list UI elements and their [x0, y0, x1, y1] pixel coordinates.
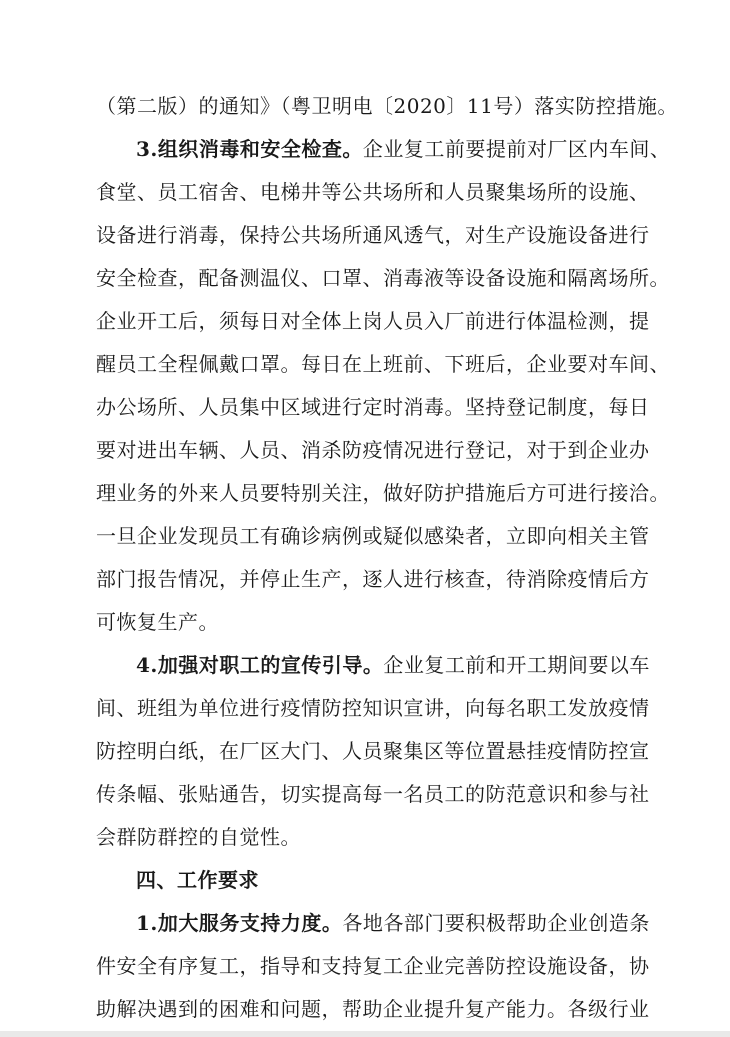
text-line: 安全检查，配备测温仪、口罩、消毒液等设备设施和隔离场所。: [96, 266, 670, 290]
page-bottom-edge: [0, 1031, 730, 1037]
text-line: 要对进出车辆、人员、消杀防疫情况进行登记，对于到企业办: [96, 438, 650, 462]
text-line: 醒员工全程佩戴口罩。每日在上班前、下班后，企业要对车间、: [96, 352, 670, 376]
text-line: 企业复工前要提前对厂区内车间、: [362, 137, 671, 161]
paragraph-1: [136, 908, 650, 938]
text-line: 一旦企业发现员工有确诊病例或疑似感染者，立即向相关主管: [96, 524, 650, 548]
section-heading-work-requirements: 四、工作要求: [136, 868, 259, 892]
text-line: 企业复工前和开工期间要以车: [383, 653, 650, 677]
text-line: （第二版）的通知》（粤卫明电〔2020〕11号）落实防控措施。: [96, 94, 678, 118]
text-line: 防控明白纸，在厂区大门、人员聚集区等位置悬挂疫情防控宣: [96, 739, 650, 763]
section-3-title: 3.组织消毒和安全检查。: [136, 137, 363, 161]
section-1-title: 1.加大服务支持力度。: [136, 911, 343, 935]
text-line: 会群防群控的自觉性。: [96, 825, 301, 849]
text-line: 间、班组为单位进行疫情防控知识宣讲，向每名职工发放疫情: [96, 696, 650, 720]
section-4-title: 4.加强对职工的宣传引导。: [136, 653, 384, 677]
text-line: 办公场所、人员集中区域进行定时消毒。坚持登记制度，每日: [96, 395, 650, 419]
text-line: 理业务的外来人员要特别关注，做好防护措施后方可进行接洽。: [96, 481, 670, 505]
text-line: 设备进行消毒，保持公共场所通风透气，对生产设施设备进行: [96, 223, 650, 247]
text-line: 各地各部门要积极帮助企业创造条: [342, 911, 650, 935]
text-line: 部门报告情况，并停止生产，逐人进行核查，待消除疫情后方: [96, 567, 650, 591]
text-line: 助解决遇到的困难和问题，帮助企业提升复产能力。各级行业: [96, 997, 650, 1021]
text-line: 食堂、员工宿舍、电梯井等公共场所和人员聚集场所的设施、: [96, 180, 650, 204]
text-line: 传条幅、张贴通告，切实提高每一名员工的防范意识和参与社: [96, 782, 650, 806]
text-line: 件安全有序复工，指导和支持复工企业完善防控设施设备，协: [96, 954, 650, 978]
paragraph-3: [136, 134, 671, 164]
paragraph-4: [136, 650, 650, 680]
text-line: 可恢复生产。: [96, 610, 219, 634]
text-line: 企业开工后，须每日对全体上岗人员入厂前进行体温检测，提: [96, 309, 650, 333]
